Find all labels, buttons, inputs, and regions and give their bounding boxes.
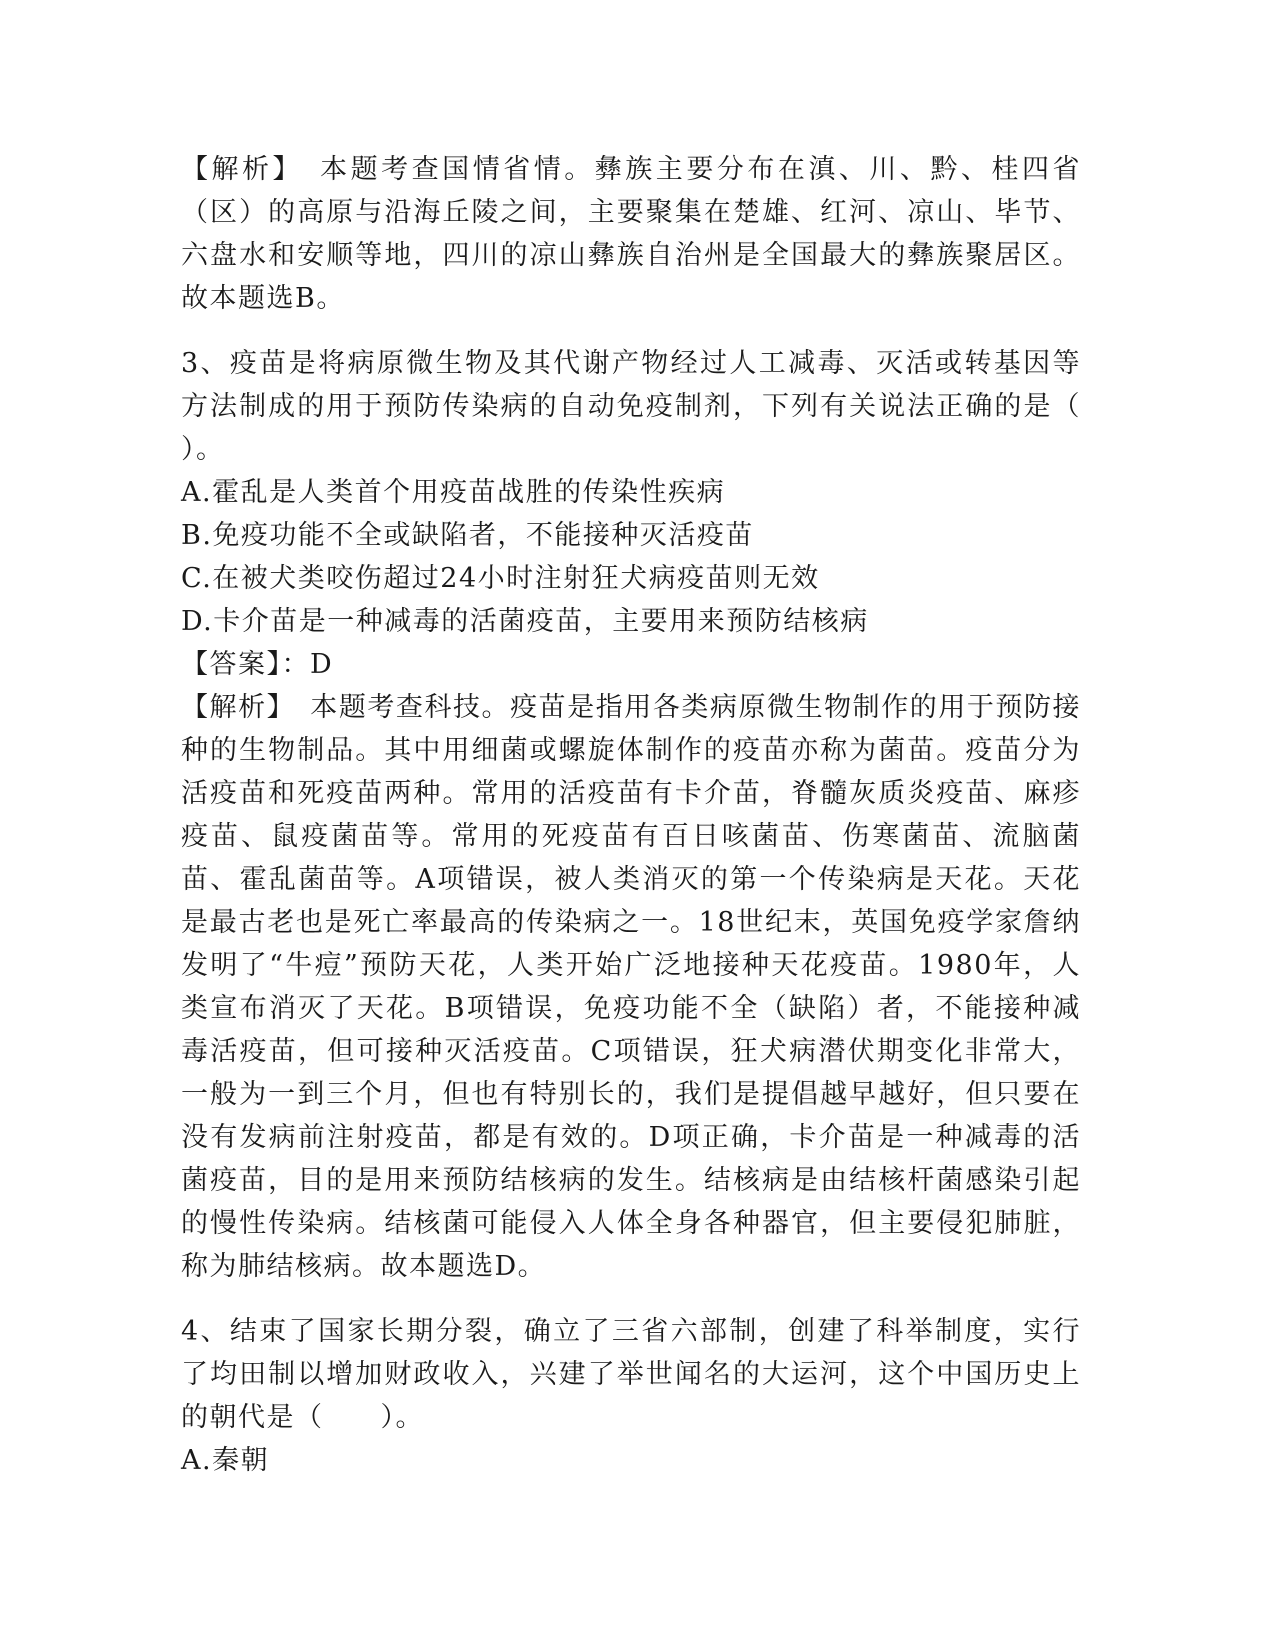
question-3-analysis <box>181 686 1081 1288</box>
q2-analysis <box>181 148 1081 320</box>
analysis-label: 【解析】 <box>181 692 282 723</box>
document-page <box>181 148 1138 1482</box>
question-3-answer: 【答案】：D <box>181 649 334 680</box>
question-4-option-a: A.秦朝 <box>181 1445 270 1476</box>
question-3-stem: 3、疫苗是将病原微生物及其代谢产物经过人工减毒、灭活或转基因等方法制成的用于预防传染病的自动免疫制剂，下列有关说法正确的是（ ）。 <box>181 348 1138 465</box>
question-3-option-d: D.卡介苗是一种减毒的活菌疫苗，主要用来预防结核病 <box>181 606 869 637</box>
question-3-option-a: A.霍乱是人类首个用疫苗战胜的传染性疾病 <box>181 477 726 508</box>
question-4-stem: 4、结束了国家长期分裂，确立了三省六部制，创建了科举制度，实行了均田制以增加财政收入，兴建了举世闻名的大运河，这个中国历史上的朝代是（ ）。 <box>181 1316 1081 1433</box>
question-3-option-b: B.免疫功能不全或缺陷者，不能接种灭活疫苗 <box>181 520 754 551</box>
analysis-text: 本题考查国情省情。彝族主要分布在滇、川、黔、桂四省（区）的高原与沿海丘陵之间，主要聚集在楚雄、红河、凉山、毕节、六盘水和安顺等地，四川的凉山彝族自治州是全国最大的彝族聚居区。故本题选B。 <box>181 154 1082 314</box>
question-3-option-c: C.在被犬类咬伤超过24小时注射狂犬病疫苗则无效 <box>181 563 820 594</box>
analysis-label: 【解析】 <box>181 154 290 185</box>
analysis-text: 本题考查科技。疫苗是指用各类病原微生物制作的用于预防接种的生物制品。其中用细菌或螺旋体制作的疫苗亦称为菌苗。疫苗分为活疫苗和死疫苗两种。常用的活疫苗有卡介苗，脊髓灰质炎疫苗、麻疹疫苗、鼠疫菌苗等。常用的死疫苗有百日咳菌苗、伤寒菌苗、流脑菌苗、霍乱菌苗等。A项错误，被人类消灭的第一个传染病是天花。天花是最古老也是死亡率最高的传染病之一。18世纪末，英国免疫学家詹纳发明了“牛痘”预防天花，人类开始广泛地接种天花疫苗。1980年，人类宣布消灭了天花。B项错误，免疫功能不全（缺陷）者，不能接种减毒活疫苗，但可接种灭活疫苗。C项错误，狂犬病潜伏期变化非常大，一般为一到三个月，但也有特别长的，我们是提倡越早越好，但只要在没有发病前注射疫苗，都是有效的。D项正确，卡介苗是一种减毒的活菌疫苗，目的是用来预防结核病的发生。结核病是由结核杆菌感染引起的慢性传染病。结核菌可能侵入人体全身各种器官，但主要侵犯肺脏，称为肺结核病。故本题选D。 <box>181 692 1082 1282</box>
